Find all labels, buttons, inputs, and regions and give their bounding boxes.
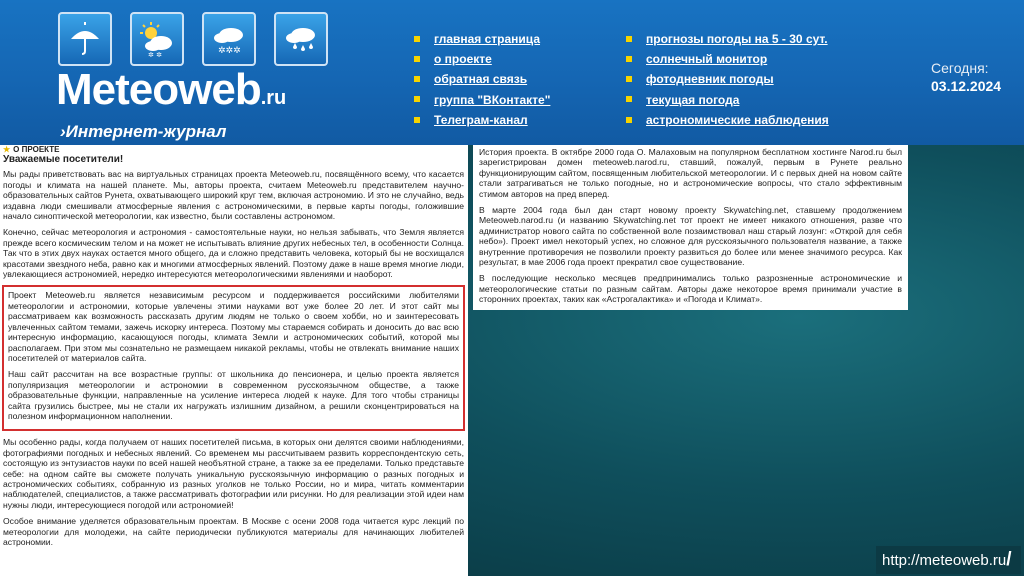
nav-solar-monitor-link[interactable]: солнечный монитор — [626, 50, 829, 70]
paragraph: Мы рады приветствовать вас на виртуальных страницах проекта Meteoweb.ru, посвящённого всему, что касается погоды и климата на нашей планете. Мы, авторы проекта, считаем Meteoweb.ru представителем научно-образовательных сайтов Рунета, охватывающего широкий круг тем, включая астрономию. И это не случайно, ведь издавна люди смешивали атмосферные явления с астрономическими, в первые карты погоды, голожившие начало синоптической метеорологии, как известно, были составлены астрономом. — [3, 169, 464, 222]
nav-telegram-link[interactable]: Телеграм-канал — [414, 111, 550, 131]
weather-icons — [58, 12, 328, 66]
paragraph: История проекта. В октябре 2000 года О. Малаховым на популярном бесплатном хостинге Narod.ru был зарегистрирован домен meteoweb.narod.ru, ставший, пожалуй, первым в Рунете реально функционирующим сайтом, посвященным любительской метеорологии. И с первых дней на новом сайте стали затрагиваться не только погодные, но и астрономические вопросы, что стало эффективным стимом авторов на пред вперед. — [479, 147, 902, 199]
nav-current-weather-link[interactable]: текущая погода — [626, 91, 829, 111]
nav-photo-diary-link[interactable]: фотодневник погоды — [626, 70, 829, 90]
sun-cloud-icon[interactable] — [130, 12, 184, 66]
logo-tagline: ›Интернет-журнал — [60, 122, 227, 141]
paragraph: В последующие несколько месяцев предпринимались только разрозненные астрономические и метеорологические статьи по разным сайтам. Авторы даже некоторое время принимали участие в сторонних проектах, таких как «Астрогалактика» и «Погода и Климат». — [479, 273, 902, 305]
footer-url-text: http://meteoweb.ru — [882, 552, 1007, 569]
umbrella-icon[interactable] — [58, 12, 112, 66]
greeting: Уважаемые посетители! — [3, 154, 124, 165]
main-nav-right — [626, 30, 829, 131]
section-title: ★ О ПРОЕКТЕ — [3, 145, 464, 154]
cloud-snow-icon[interactable] — [202, 12, 256, 66]
paragraph: Проект Meteoweb.ru является независимым ресурсом и поддерживается российскими любителями метеорологии и астрономии, которые увлечены этими науками вот уже более 20 лет. И этот сайт мы рассматриваем как возможность рассказать другим людям не только о своем хобби, но и заинтересовать увлеченных сайтом темами, зажечь искорку интереса. Поэтому мы стараемся собирать и доносить до вас всю интересную информацию, касающуюся погоды, климата Земли и астрономических событий, которой мы располагаем. При этом мы сознательно не размещаем никакой рекламы, чтобы не отвлекать внимание наших посетителей от материалов сайта. — [8, 290, 459, 363]
footer-url — [876, 546, 1021, 574]
svg-text:✲ ✲: ✲ ✲ — [148, 51, 162, 59]
footer-slash: / — [1006, 549, 1012, 570]
nav-feedback-link[interactable]: обратная связь — [414, 70, 550, 90]
paragraph: Наш сайт рассчитан на все возрастные группы: от школьника до пенсионера, и целью проекта является популяризация метеорологии и астрономии в современном русскоязычном обществе, а также образовательные функции, направленные на усиление интереса людей к науке. Для того чтобы страницы сайта грузились быстрее, мы не стали их нагружать излишним дизайном, а решили сконцентрироваться на полезном информационном наполнении. — [8, 369, 459, 421]
logo-suffix: .ru — [260, 87, 287, 109]
site-logo[interactable] — [56, 65, 287, 114]
today-label: Сегодня: — [931, 60, 989, 76]
paragraph: В марте 2004 года был дан старт новому проекту Skywatching.net, ставшему продолжением Meteoweb.narod.ru (и названию Skywatching.net тот проект не имеет никакого отношения, разве что администратор нового сайта по собственной воле позаимствовал наш старый лозунг: «Открой для себя небо»). Проект имел некоторый успех, но сложное для русскоязычного пользователя название, а также внутренние противоречия не позволили проекту развиться до более или менее значимого ресурса. Как результат, в мае 2006 года проект прекратил свое существование. — [479, 205, 902, 268]
paragraph: Конечно, сейчас метеорология и астрономия - самостоятельные науки, но нельзя забывать, что Земля является прежде всего космическим телом и на может не испытывать влияние других небесных тел, в особенности Солнца. Так что в этих двух науках остается много общего, да и сложно представить человека, который бы не восхищался красотами звездного неба, равно как и многими атмосферных явлений. Поэтому даже в наше время многие люди, увлекающиеся астрономией, нередко интересуются метеорологическими явлениями и наоборот. — [3, 227, 464, 280]
site-header — [0, 0, 1024, 145]
nav-forecast-link[interactable]: прогнозы погоды на 5 - 30 сут. — [626, 30, 829, 50]
nav-home-link[interactable]: главная страница — [414, 30, 550, 50]
nav-vk-group-link[interactable]: группа "ВКонтакте" — [414, 91, 550, 111]
history-panel — [473, 145, 908, 310]
today-date: 03.12.2024 — [931, 78, 1002, 94]
paragraph: Мы особенно рады, когда получаем от наших посетителей письма, в которых они делятся своими наблюдениями, фотографиями погодных и небесных явлений. Со временем мы рассчитываем развить корреспондентскую сеть, состоящую из энтузиастов науки по всей нашей необъятной стране, а также за ее пределами. Только представьте себе: на одном сайте вы сможете получать уникальную русскоязычную информацию о разных погодных и астрономических событиях, собранную из разных уголков не только России, но и мира, читать комментарии наблюдателей, специалистов, а также рассматривать фотографии или рисунки. Но для реализации этой идеи нам нужны люди, интересующиеся погодой или астрономией! — [3, 437, 464, 510]
today-block — [931, 60, 1001, 94]
paragraph: Особое внимание уделяется образовательным проектам. В Москве с осени 2008 года читается курс лекций по метеорологии для молодежи, на сайте периодически публикуются материалы для начинающих любителей астрономии. — [3, 516, 464, 547]
highlighted-block — [2, 285, 465, 431]
logo-main: Meteoweb — [56, 65, 261, 114]
about-panel — [0, 145, 468, 576]
nav-astro-observations-link[interactable]: астрономические наблюдения — [626, 111, 829, 131]
nav-about-link[interactable]: о проекте — [414, 50, 550, 70]
cloud-rain-icon[interactable] — [274, 12, 328, 66]
svg-text:✲✲✲: ✲✲✲ — [218, 46, 241, 56]
main-nav-left — [414, 30, 550, 131]
